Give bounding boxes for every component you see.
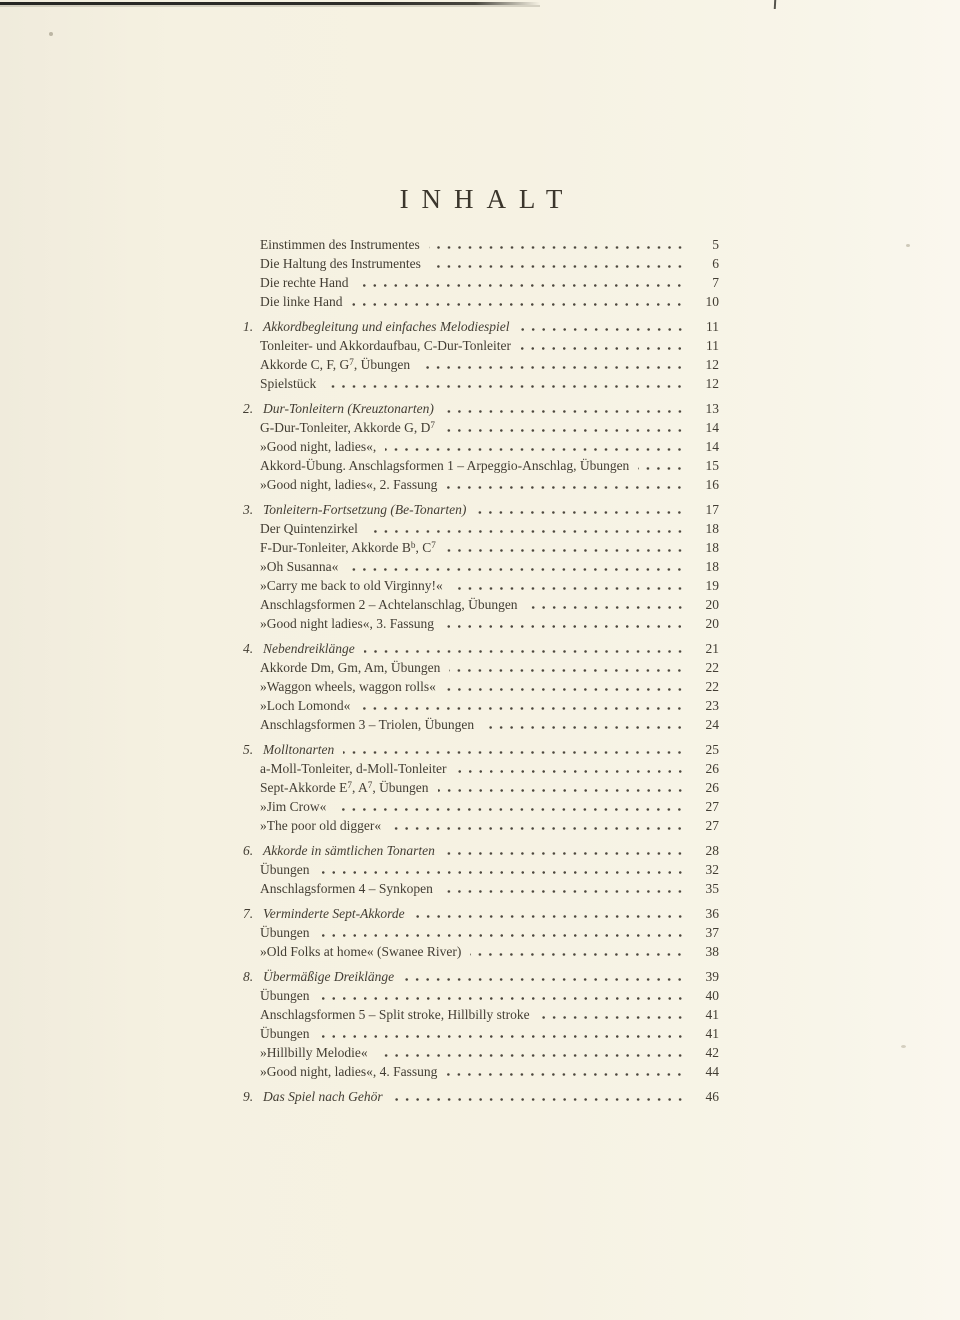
toc-section bbox=[243, 967, 719, 1081]
entry-page-number: 5 bbox=[712, 237, 719, 252]
entry-label: »Jim Crow« bbox=[260, 799, 327, 814]
dot-leader bbox=[442, 890, 685, 893]
entry-label: G-Dur-Tonleiter, Akkorde G, $D^7$ bbox=[260, 419, 435, 435]
entry-page-number: 40 bbox=[705, 988, 719, 1003]
toc-section bbox=[243, 500, 719, 633]
toc-entry bbox=[243, 595, 719, 614]
entry-label: Spielstück bbox=[260, 376, 317, 391]
toc-entry bbox=[243, 1043, 719, 1062]
entry-label: »Good night, ladies«, 2. Fassung bbox=[260, 477, 438, 492]
section-page-number: 28 bbox=[705, 843, 719, 858]
dot-leader bbox=[403, 978, 685, 981]
scan-speck bbox=[901, 1045, 906, 1048]
entry-page-number: 38 bbox=[705, 944, 719, 959]
section-entries bbox=[243, 336, 719, 393]
toc-section bbox=[243, 639, 719, 734]
dot-leader bbox=[444, 852, 685, 855]
entry-label: Die rechte Hand bbox=[260, 275, 349, 290]
entry-label: »Waggon wheels, waggon rolls« bbox=[260, 679, 436, 694]
entry-page-number: 35 bbox=[705, 881, 719, 896]
entry-label: Die linke Hand bbox=[260, 294, 343, 309]
entry-page-number: 44 bbox=[705, 1064, 719, 1079]
section-entries bbox=[243, 519, 719, 633]
dot-leader bbox=[351, 303, 685, 306]
section-number: 7. bbox=[243, 906, 254, 921]
section-heading-row bbox=[243, 639, 719, 658]
toc-entry bbox=[243, 235, 719, 254]
dot-leader bbox=[377, 1054, 685, 1057]
dot-leader bbox=[449, 669, 685, 672]
section-title: Molltonarten bbox=[263, 742, 335, 757]
entry-page-number: 12 bbox=[705, 376, 719, 391]
dot-leader bbox=[470, 953, 685, 956]
toc-entry bbox=[243, 538, 719, 557]
page-title: INHALT bbox=[399, 184, 576, 214]
section-title: Akkorde in sämtlichen Tonarten bbox=[263, 843, 435, 858]
toc-section bbox=[243, 1087, 719, 1106]
dot-leader bbox=[456, 770, 685, 773]
toc-entry bbox=[243, 437, 719, 456]
entry-label: »Hillbilly Melodie« bbox=[260, 1045, 368, 1060]
entry-page-number: 10 bbox=[705, 294, 719, 309]
section-heading-row bbox=[243, 841, 719, 860]
sections bbox=[243, 317, 719, 1106]
dot-leader bbox=[452, 587, 685, 590]
entry-label: a-Moll-Tonleiter, d-Moll-Tonleiter bbox=[260, 761, 447, 776]
section-title: Verminderte Sept-Akkorde bbox=[263, 906, 405, 921]
entry-label: »Old Folks at home« (Swanee River) bbox=[260, 944, 462, 959]
section-number: 4. bbox=[243, 641, 254, 656]
toc-entry bbox=[243, 475, 719, 494]
entry-label: Einstimmen des Instrumentes bbox=[260, 237, 420, 252]
toc-entry bbox=[243, 797, 719, 816]
section-heading-row bbox=[243, 904, 719, 923]
toc-entry bbox=[243, 254, 719, 273]
section-title: Nebendreiklänge bbox=[263, 641, 355, 656]
dot-leader bbox=[359, 707, 685, 710]
dot-leader bbox=[319, 1035, 686, 1038]
section-title: Akkordbegleitung und einfaches Melodiespiel bbox=[263, 319, 510, 334]
toc-entry bbox=[243, 273, 719, 292]
entry-label: F-Dur-Tonleiter, Akkorde $B^b$, $C^7$ bbox=[260, 539, 436, 555]
section-number: 5. bbox=[243, 742, 254, 757]
toc-entry bbox=[243, 1005, 719, 1024]
toc-entry bbox=[243, 418, 719, 437]
dot-leader bbox=[638, 467, 685, 470]
entry-page-number: 15 bbox=[705, 458, 719, 473]
dot-leader bbox=[520, 347, 685, 350]
toc-section bbox=[243, 904, 719, 961]
toc-entry bbox=[243, 557, 719, 576]
section-number: 1. bbox=[243, 319, 254, 334]
entry-label: Anschlagsformen 2 – Achtelanschlag, Übungen bbox=[260, 597, 518, 612]
toc-entry bbox=[243, 879, 719, 898]
section-entries bbox=[243, 986, 719, 1081]
entry-label: Akkorde Dm, Gm, Am, Übungen bbox=[260, 660, 441, 675]
dot-leader bbox=[319, 997, 686, 1000]
entry-page-number: 41 bbox=[705, 1026, 719, 1041]
dot-leader bbox=[519, 328, 685, 331]
toc-section bbox=[243, 399, 719, 494]
dot-leader bbox=[347, 568, 685, 571]
dot-leader bbox=[475, 511, 685, 514]
entry-label: Anschlagsformen 5 – Split stroke, Hillbilly stroke bbox=[260, 1007, 530, 1022]
toc-entry bbox=[243, 1062, 719, 1081]
toc-entry bbox=[243, 658, 719, 677]
entry-page-number: 37 bbox=[705, 925, 719, 940]
toc-entry bbox=[243, 614, 719, 633]
dot-leader bbox=[444, 429, 685, 432]
entry-page-number: 14 bbox=[705, 420, 719, 435]
dot-leader bbox=[319, 871, 686, 874]
entry-page-number: 14 bbox=[705, 439, 719, 454]
entry-page-number: 22 bbox=[705, 679, 719, 694]
entry-page-number: 27 bbox=[705, 818, 719, 833]
toc-entry bbox=[243, 576, 719, 595]
section-heading-row bbox=[243, 967, 719, 986]
toc-entry bbox=[243, 519, 719, 538]
dot-leader bbox=[392, 1098, 685, 1101]
entry-page-number: 18 bbox=[705, 521, 719, 536]
toc-section bbox=[243, 317, 719, 393]
dot-leader bbox=[445, 688, 685, 691]
toc-entry bbox=[243, 696, 719, 715]
section-heading-row bbox=[243, 740, 719, 759]
section-heading-row bbox=[243, 399, 719, 418]
entry-page-number: 42 bbox=[705, 1045, 719, 1060]
entry-label: Übungen bbox=[260, 925, 310, 940]
toc-entry bbox=[243, 759, 719, 778]
dot-leader bbox=[414, 915, 685, 918]
entry-label: Übungen bbox=[260, 988, 310, 1003]
section-title: Dur-Tonleitern (Kreuztonarten) bbox=[263, 401, 434, 416]
entry-page-number: 16 bbox=[705, 477, 719, 492]
dot-leader bbox=[319, 934, 686, 937]
section-title: Übermäßige Dreiklänge bbox=[263, 969, 395, 984]
section-page-number: 17 bbox=[705, 502, 719, 517]
section-entries bbox=[243, 658, 719, 734]
entry-page-number: 18 bbox=[705, 540, 719, 555]
scan-edge-line bbox=[0, 2, 540, 5]
section-number: 3. bbox=[243, 502, 254, 517]
entry-label: »The poor old digger« bbox=[260, 818, 382, 833]
entry-page-number: 18 bbox=[705, 559, 719, 574]
toc-entry bbox=[243, 292, 719, 311]
toc-entry bbox=[243, 355, 719, 374]
dot-leader bbox=[335, 808, 685, 811]
entry-label: »Good night ladies«, 3. Fassung bbox=[260, 616, 434, 631]
entry-page-number: 6 bbox=[712, 256, 719, 271]
entry-label: »Good night, ladies«, 4. Fassung bbox=[260, 1064, 438, 1079]
entry-label: Anschlagsformen 3 – Triolen, Übungen bbox=[260, 717, 475, 732]
entry-page-number: 26 bbox=[705, 761, 719, 776]
entry-page-number: 27 bbox=[705, 799, 719, 814]
toc-entry bbox=[243, 1024, 719, 1043]
section-page-number: 36 bbox=[705, 906, 719, 921]
entry-label: Akkorde C, F, $G^7$, Übungen bbox=[260, 356, 411, 372]
dot-leader bbox=[438, 789, 685, 792]
section-page-number: 13 bbox=[705, 401, 719, 416]
entry-label: Die Haltung des Instrumentes bbox=[260, 256, 421, 271]
toc-entry bbox=[243, 986, 719, 1005]
section-number: 9. bbox=[243, 1089, 254, 1104]
table-of-contents bbox=[243, 184, 719, 1106]
toc-entry bbox=[243, 778, 719, 797]
entry-label: Sept-Akkorde $E^7$, $A^7$, Übungen bbox=[260, 779, 429, 795]
dot-leader bbox=[483, 726, 685, 729]
section-heading-row bbox=[243, 500, 719, 519]
entry-label: Übungen bbox=[260, 862, 310, 877]
entry-label: Anschlagsformen 4 – Synkopen bbox=[260, 881, 433, 896]
toc-section bbox=[243, 841, 719, 898]
entry-page-number: 20 bbox=[705, 597, 719, 612]
dot-leader bbox=[445, 549, 685, 552]
entry-label: »Loch Lomond« bbox=[260, 698, 351, 713]
entry-label: Tonleiter- und Akkordaufbau, C-Dur-Tonleiter bbox=[260, 338, 511, 353]
scan-tick-mark bbox=[774, 0, 776, 9]
dot-leader bbox=[443, 625, 685, 628]
entry-page-number: 32 bbox=[705, 862, 719, 877]
section-heading-row bbox=[243, 317, 719, 336]
toc-entry bbox=[243, 816, 719, 835]
dot-leader bbox=[367, 530, 685, 533]
entry-page-number: 19 bbox=[705, 578, 719, 593]
section-number: 6. bbox=[243, 843, 254, 858]
section-title: Tonleitern-Fortsetzung (Be-Tonarten) bbox=[263, 502, 467, 517]
entry-page-number: 24 bbox=[705, 717, 719, 732]
scan-speck bbox=[906, 244, 910, 247]
entry-label: »Carry me back to old Virginny!« bbox=[260, 578, 443, 593]
entry-label: Akkord-Übung. Anschlagsformen 1 – Arpeggio-Anschlag, Übungen bbox=[260, 458, 630, 473]
section-page-number: 39 bbox=[705, 969, 719, 984]
section-page-number: 21 bbox=[705, 641, 719, 656]
entry-label: Der Quintenzirkel bbox=[260, 521, 358, 536]
dot-leader bbox=[385, 448, 685, 451]
entry-page-number: 11 bbox=[706, 338, 719, 353]
dot-leader bbox=[443, 410, 685, 413]
entry-label: »Oh Susanna« bbox=[260, 559, 339, 574]
dot-leader bbox=[539, 1016, 685, 1019]
section-page-number: 46 bbox=[705, 1089, 719, 1104]
front-matter bbox=[243, 235, 719, 311]
section-page-number: 25 bbox=[705, 742, 719, 757]
entry-page-number: 7 bbox=[712, 275, 719, 290]
toc-entry bbox=[243, 374, 719, 393]
entry-page-number: 20 bbox=[705, 616, 719, 631]
dot-leader bbox=[419, 366, 685, 369]
entry-label: »Good night, ladies«, bbox=[260, 439, 377, 454]
toc-section bbox=[243, 740, 719, 835]
toc-entry bbox=[243, 456, 719, 475]
section-entries bbox=[243, 860, 719, 898]
dot-leader bbox=[429, 246, 685, 249]
entry-label: Übungen bbox=[260, 1026, 310, 1041]
entry-page-number: 41 bbox=[705, 1007, 719, 1022]
section-entries bbox=[243, 418, 719, 494]
toc-entry bbox=[243, 715, 719, 734]
toc-entry bbox=[243, 677, 719, 696]
section-title: Das Spiel nach Gehör bbox=[263, 1089, 383, 1104]
dot-leader bbox=[364, 650, 685, 653]
dot-leader bbox=[430, 265, 685, 268]
entry-page-number: 23 bbox=[705, 698, 719, 713]
dot-leader bbox=[357, 284, 685, 287]
toc-entry bbox=[243, 336, 719, 355]
dot-leader bbox=[527, 606, 685, 609]
section-number: 8. bbox=[243, 969, 254, 984]
dot-leader bbox=[325, 385, 685, 388]
section-number: 2. bbox=[243, 401, 254, 416]
section-page-number: 11 bbox=[706, 319, 719, 334]
toc-entry bbox=[243, 860, 719, 879]
entry-page-number: 26 bbox=[705, 780, 719, 795]
entry-page-number: 12 bbox=[705, 357, 719, 372]
dot-leader bbox=[343, 751, 685, 754]
section-entries bbox=[243, 759, 719, 835]
toc-entry bbox=[243, 942, 719, 961]
section-entries bbox=[243, 923, 719, 961]
dot-leader bbox=[390, 827, 685, 830]
dot-leader bbox=[446, 1073, 685, 1076]
scan-speck bbox=[49, 32, 53, 36]
dot-leader bbox=[446, 486, 685, 489]
toc-entry bbox=[243, 923, 719, 942]
section-heading-row bbox=[243, 1087, 719, 1106]
entry-page-number: 22 bbox=[705, 660, 719, 675]
